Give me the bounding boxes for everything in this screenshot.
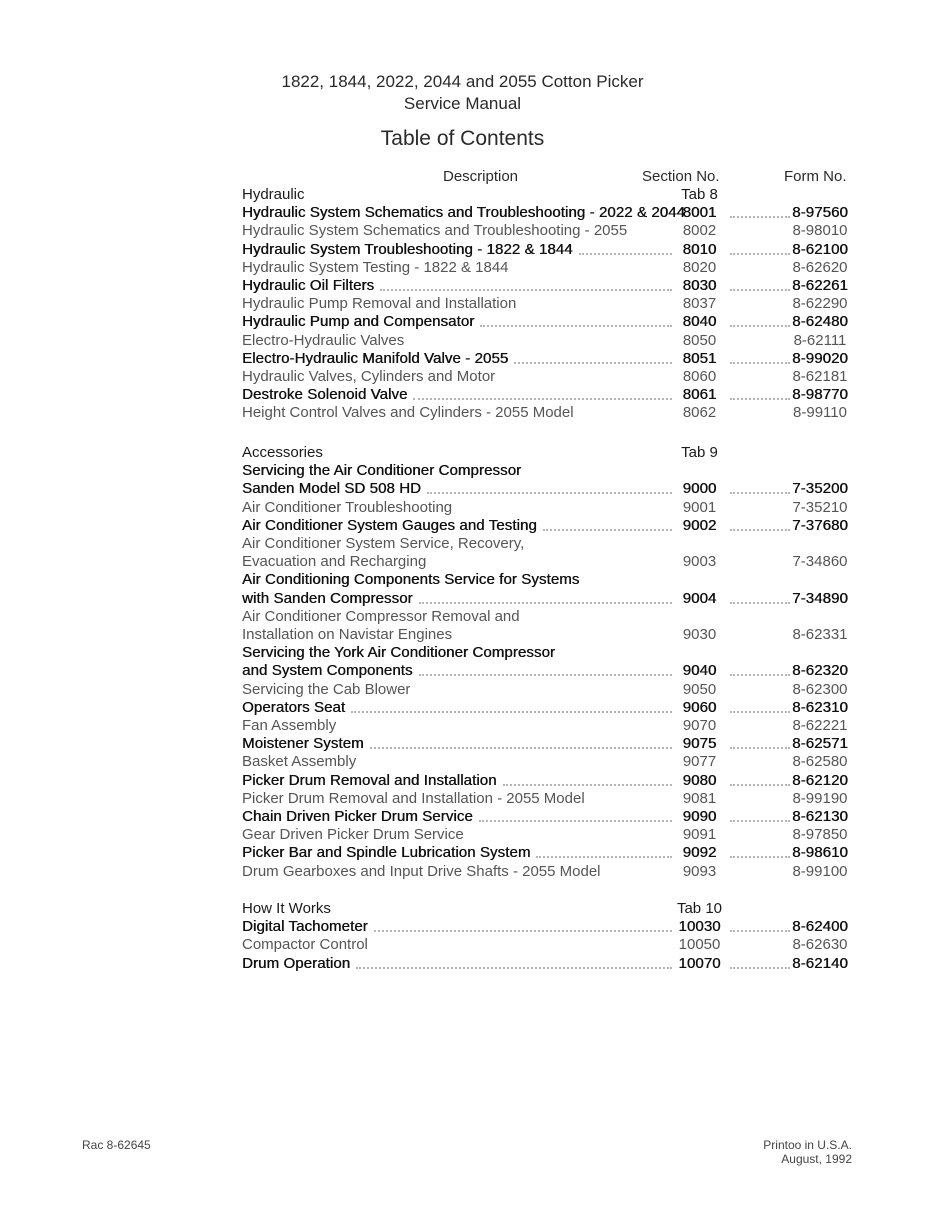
- entry-section-number: 9090: [682, 808, 717, 825]
- column-header-section-no: Section No.: [642, 168, 720, 185]
- toc-entry: [0, 368, 935, 386]
- column-header-description: Description: [443, 168, 519, 185]
- entry-description: Hydraulic System Schematics and Troubleshooting - 2055: [242, 222, 628, 239]
- entry-section-number: 8061: [682, 386, 717, 403]
- entry-form-number: 8-99110: [793, 404, 847, 421]
- entry-form-number: 8-99190: [792, 790, 848, 807]
- entry-description: Hydraulic Valves, Cylinders and Motor: [242, 368, 496, 385]
- entry-description: Compactor Control: [242, 936, 368, 953]
- entry-form-number: 7-35200: [792, 480, 848, 497]
- section-heading: How It Works: [242, 900, 331, 917]
- entry-form-number: 8-98010: [792, 222, 848, 239]
- toc-entry: [0, 313, 935, 331]
- toc-entry: [0, 955, 935, 973]
- dot-leader: [413, 398, 672, 400]
- entry-form-number: 8-62130: [792, 808, 848, 825]
- entry-section-number: 8020: [682, 259, 717, 276]
- toc-entry: [0, 753, 935, 771]
- section-heading-row: [0, 444, 935, 462]
- section-tab-label: Tab 8: [681, 186, 718, 203]
- entry-section-number: 9077: [682, 753, 717, 770]
- toc-entry: [0, 277, 935, 295]
- entry-description: Height Control Valves and Cylinders - 2055 Model: [242, 404, 574, 421]
- entry-form-number: 8-97560: [792, 204, 848, 221]
- toc-heading: Table of Contents: [380, 127, 545, 150]
- entry-form-number: 8-62290: [792, 295, 848, 312]
- toc-entry: [0, 717, 935, 735]
- entry-section-number: 8040: [682, 313, 717, 330]
- entry-form-number: 8-99100: [792, 863, 848, 880]
- entry-section-number: 10070: [678, 955, 721, 972]
- toc-entry: [0, 918, 935, 936]
- dot-leader: [730, 492, 790, 494]
- entry-section-number: 9092: [682, 844, 717, 861]
- toc-entry: [0, 662, 935, 680]
- entry-description: and System Components: [242, 662, 413, 679]
- entry-description: Hydraulic Oil Filters: [242, 277, 375, 294]
- entry-section-number: 8010: [682, 241, 717, 258]
- dot-leader: [543, 529, 672, 531]
- toc-entry: [0, 790, 935, 808]
- entry-description: Air Conditioner Troubleshooting: [242, 499, 453, 516]
- entry-form-number: 8-62140: [792, 955, 848, 972]
- footer-form-number: Rac 8-62645: [82, 1138, 151, 1152]
- entry-description: Air Conditioner System Service, Recovery,: [242, 535, 525, 552]
- toc-entry: [0, 241, 935, 259]
- entry-form-number: 8-62100: [792, 241, 848, 258]
- entry-form-number: 8-98610: [792, 844, 848, 861]
- dot-leader: [730, 253, 790, 255]
- entry-description: Digital Tachometer: [242, 918, 368, 935]
- toc-entry: [0, 735, 935, 753]
- entry-section-number: 8002: [682, 222, 717, 239]
- toc-entry: [0, 644, 935, 662]
- entry-description: Hydraulic System Troubleshooting - 1822 & 1844: [242, 241, 573, 258]
- toc-entry: [0, 480, 935, 498]
- toc-entry: [0, 222, 935, 240]
- entry-description: Drum Gearboxes and Input Drive Shafts - 2055 Model: [242, 863, 601, 880]
- entry-section-number: 9030: [682, 626, 717, 643]
- toc-entry: [0, 844, 935, 862]
- entry-form-number: 7-34860: [792, 553, 848, 570]
- entry-description: Servicing the Air Conditioner Compressor: [242, 462, 522, 479]
- dot-leader: [351, 711, 672, 713]
- entry-section-number: 10030: [678, 918, 721, 935]
- dot-leader: [730, 216, 790, 218]
- entry-form-number: 8-62331: [792, 626, 848, 643]
- toc-entry: [0, 553, 935, 571]
- dot-leader: [730, 602, 790, 604]
- entry-description: Fan Assembly: [242, 717, 337, 734]
- entry-description: Electro-Hydraulic Valves: [242, 332, 405, 349]
- dot-leader: [579, 253, 672, 255]
- section-heading: Accessories: [242, 444, 323, 461]
- dot-leader: [730, 362, 790, 364]
- dot-leader: [730, 529, 790, 531]
- toc-entry: [0, 826, 935, 844]
- dot-leader: [380, 289, 672, 291]
- entry-description: Sanden Model SD 508 HD: [242, 480, 421, 497]
- entry-section-number: 9040: [682, 662, 717, 679]
- entry-description: Servicing the York Air Conditioner Compressor: [242, 644, 555, 661]
- dot-leader: [730, 674, 790, 676]
- entry-form-number: 8-62310: [792, 699, 848, 716]
- entry-description: Hydraulic System Testing - 1822 & 1844: [242, 259, 509, 276]
- entry-section-number: 9004: [682, 590, 717, 607]
- entry-section-number: 9002: [682, 517, 717, 534]
- dot-leader: [479, 820, 672, 822]
- section-tab-label: Tab 10: [676, 900, 723, 917]
- toc-entry: [0, 808, 935, 826]
- entry-form-number: 8-99020: [792, 350, 848, 367]
- entry-description: Basket Assembly: [242, 753, 357, 770]
- entry-form-number: 8-62111: [793, 332, 847, 349]
- entry-description: with Sanden Compressor: [242, 590, 413, 607]
- entry-description: Picker Bar and Spindle Lubrication System: [242, 844, 531, 861]
- entry-description: Electro-Hydraulic Manifold Valve - 2055: [242, 350, 509, 367]
- entry-description: Installation on Navistar Engines: [242, 626, 453, 643]
- entry-section-number: 9050: [682, 681, 717, 698]
- footer-printed-in: Printoo in U.S.A.: [763, 1138, 852, 1152]
- dot-leader: [536, 856, 672, 858]
- entry-form-number: 8-62480: [792, 313, 848, 330]
- entry-form-number: 8-62300: [792, 681, 848, 698]
- entry-section-number: 8050: [682, 332, 717, 349]
- dot-leader: [374, 930, 672, 932]
- entry-section-number: 9003: [682, 553, 717, 570]
- dot-leader: [730, 289, 790, 291]
- entry-form-number: 8-62620: [792, 259, 848, 276]
- toc-entry: [0, 699, 935, 717]
- entry-form-number: 8-98770: [792, 386, 848, 403]
- dot-leader: [730, 747, 790, 749]
- entry-form-number: 8-62261: [792, 277, 848, 294]
- toc-entry: [0, 863, 935, 881]
- toc-entry: [0, 590, 935, 608]
- toc-entry: [0, 608, 935, 626]
- dot-leader: [427, 492, 672, 494]
- dot-leader: [730, 820, 790, 822]
- entry-section-number: 9070: [682, 717, 717, 734]
- toc-entry: [0, 350, 935, 368]
- entry-description: Moistener System: [242, 735, 364, 752]
- entry-form-number: 7-35210: [792, 499, 848, 516]
- entry-description: Chain Driven Picker Drum Service: [242, 808, 473, 825]
- dot-leader: [356, 967, 672, 969]
- entry-description: Gear Driven Picker Drum Service: [242, 826, 464, 843]
- dot-leader: [480, 325, 672, 327]
- entry-description: Servicing the Cab Blower: [242, 681, 411, 698]
- manual-title: 1822, 1844, 2022, 2044 and 2055 Cotton Picker: [281, 72, 644, 91]
- footer-date: August, 1992: [781, 1152, 852, 1166]
- entry-description: Air Conditioner Compressor Removal and: [242, 608, 520, 625]
- entry-description: Hydraulic Pump and Compensator: [242, 313, 475, 330]
- entry-form-number: 8-62221: [792, 717, 848, 734]
- entry-form-number: 8-62181: [792, 368, 848, 385]
- dot-leader: [730, 784, 790, 786]
- dot-leader: [730, 856, 790, 858]
- entry-section-number: 8030: [682, 277, 717, 294]
- entry-section-number: 9091: [682, 826, 717, 843]
- entry-section-number: 9001: [682, 499, 717, 516]
- entry-description: Picker Drum Removal and Installation: [242, 772, 497, 789]
- entry-description: Destroke Solenoid Valve: [242, 386, 408, 403]
- entry-section-number: 8060: [682, 368, 717, 385]
- entry-form-number: 8-62320: [792, 662, 848, 679]
- dot-leader: [370, 747, 672, 749]
- toc-entry: [0, 295, 935, 313]
- toc-entry: [0, 204, 935, 222]
- entry-form-number: 7-34890: [792, 590, 848, 607]
- column-header-form-no: Form No.: [784, 168, 847, 185]
- entry-form-number: 8-97850: [792, 826, 848, 843]
- entry-section-number: 9093: [682, 863, 717, 880]
- entry-description: Drum Operation: [242, 955, 351, 972]
- entry-form-number: 8-62571: [792, 735, 848, 752]
- entry-section-number: 10050: [678, 936, 721, 953]
- entry-section-number: 8037: [682, 295, 717, 312]
- toc-entry: [0, 571, 935, 589]
- entry-description: Evacuation and Recharging: [242, 553, 427, 570]
- toc-entry: [0, 517, 935, 535]
- dot-leader: [419, 602, 672, 604]
- dot-leader: [730, 711, 790, 713]
- entry-form-number: 7-37680: [792, 517, 848, 534]
- toc-entry: [0, 404, 935, 422]
- entry-section-number: 8001: [682, 204, 717, 221]
- entry-form-number: 8-62630: [792, 936, 848, 953]
- entry-form-number: 8-62400: [792, 918, 848, 935]
- entry-section-number: 8051: [682, 350, 717, 367]
- toc-entry: [0, 259, 935, 277]
- toc-entry: [0, 535, 935, 553]
- dot-leader: [730, 930, 790, 932]
- toc-entry: [0, 386, 935, 404]
- entry-description: Air Conditioner System Gauges and Testing: [242, 517, 537, 534]
- entry-section-number: 9081: [682, 790, 717, 807]
- manual-subtitle: Service Manual: [403, 94, 522, 113]
- toc-entry: [0, 332, 935, 350]
- dot-leader: [730, 325, 790, 327]
- dot-leader: [419, 674, 672, 676]
- dot-leader: [503, 784, 672, 786]
- entry-section-number: 9060: [682, 699, 717, 716]
- entry-section-number: 9075: [682, 735, 717, 752]
- toc-entry: [0, 681, 935, 699]
- section-tab-label: Tab 9: [681, 444, 718, 461]
- entry-form-number: 8-62120: [792, 772, 848, 789]
- entry-description: Air Conditioning Components Service for Systems: [242, 571, 580, 588]
- section-heading: Hydraulic: [242, 186, 305, 203]
- toc-entry: [0, 772, 935, 790]
- entry-section-number: 8062: [682, 404, 717, 421]
- entry-section-number: 9080: [682, 772, 717, 789]
- toc-entry: [0, 462, 935, 480]
- entry-description: Hydraulic Pump Removal and Installation: [242, 295, 517, 312]
- toc-entry: [0, 499, 935, 517]
- entry-description: Picker Drum Removal and Installation - 2055 Model: [242, 790, 585, 807]
- toc-entry: [0, 936, 935, 954]
- section-heading-row: [0, 186, 935, 204]
- entry-description: Hydraulic System Schematics and Troubleshooting - 2022 & 2044: [242, 204, 686, 221]
- entry-description: Operators Seat: [242, 699, 346, 716]
- entry-form-number: 8-62580: [792, 753, 848, 770]
- dot-leader: [514, 362, 672, 364]
- toc-entry: [0, 626, 935, 644]
- section-heading-row: [0, 900, 935, 918]
- dot-leader: [730, 398, 790, 400]
- entry-section-number: 9000: [682, 480, 717, 497]
- dot-leader: [730, 967, 790, 969]
